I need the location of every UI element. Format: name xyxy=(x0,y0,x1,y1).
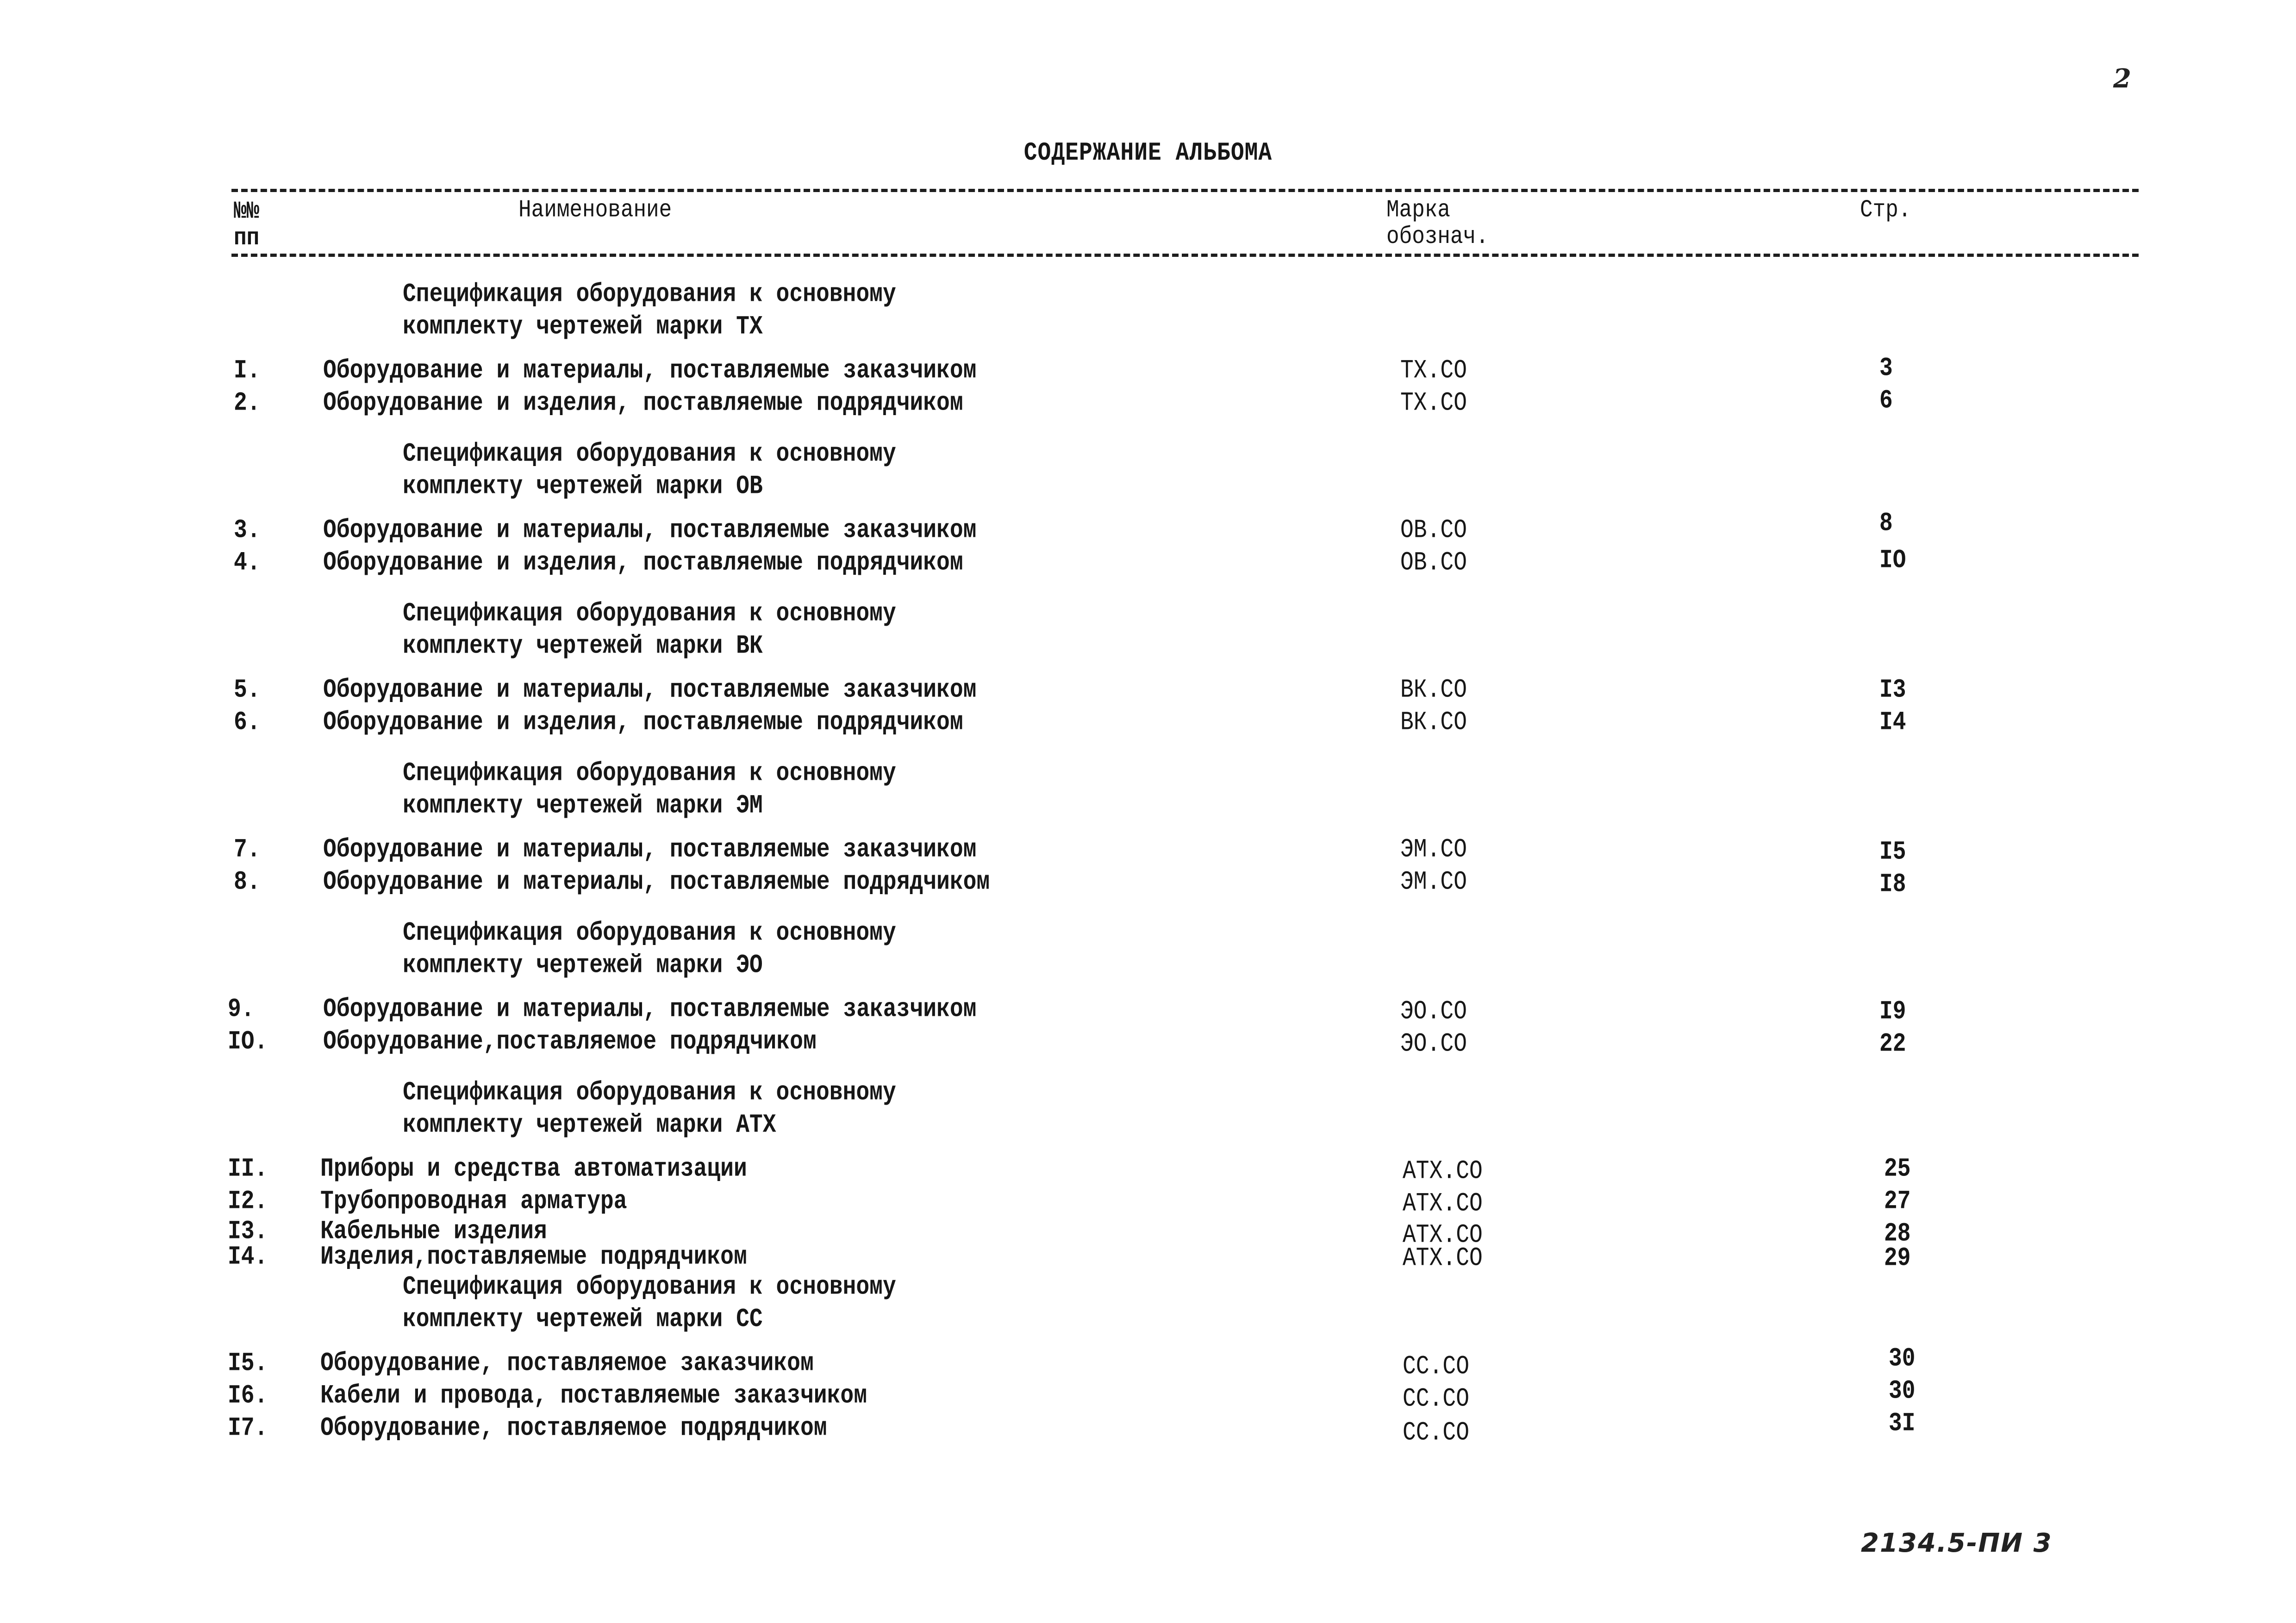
row-page: 25 xyxy=(1884,1154,1911,1184)
row-page: 3I xyxy=(1889,1409,1915,1439)
row-page: 30 xyxy=(1889,1376,1915,1406)
section-title: Спецификация оборудования к основному xyxy=(403,599,896,629)
row-mark: ТХ.СО xyxy=(1400,388,1467,418)
row-name: Оборудование,поставляемое подрядчиком xyxy=(323,1027,817,1057)
row-num: 4. xyxy=(234,548,261,578)
row-mark: АТХ.СО xyxy=(1403,1157,1483,1187)
row-num: I6. xyxy=(228,1381,268,1411)
row-num: 7. xyxy=(234,835,261,865)
section-title: Спецификация оборудования к основному xyxy=(403,1078,896,1108)
row-page: 30 xyxy=(1889,1344,1915,1374)
row-page: 6 xyxy=(1879,386,1893,416)
row-name: Оборудование и изделия, поставляемые подрядчиком xyxy=(323,388,963,418)
row-mark: СС.СО xyxy=(1403,1352,1470,1382)
row-name: Кабельные изделия xyxy=(320,1217,547,1247)
row-name: Оборудование и материалы, поставляемые заказчиком xyxy=(323,675,977,705)
row-mark: ВК.СО xyxy=(1400,708,1467,738)
row-num: I. xyxy=(234,356,261,386)
row-page: 27 xyxy=(1884,1187,1911,1217)
row-name: Изделия,поставляемые подрядчиком xyxy=(320,1242,747,1272)
row-num: I2. xyxy=(228,1187,268,1217)
page-number: 2 xyxy=(2113,63,2131,94)
row-num: 2. xyxy=(234,388,261,418)
row-name: Оборудование и материалы, поставляемые заказчиком xyxy=(323,835,977,865)
row-mark: ВК.СО xyxy=(1400,675,1467,705)
row-mark: ЭО.СО xyxy=(1400,1029,1467,1059)
document-code: 2134.5-ПИ 3 xyxy=(1861,1528,2053,1558)
row-name: Оборудование, поставляемое подрядчиком xyxy=(320,1413,827,1443)
row-mark: ЭМ.СО xyxy=(1400,867,1467,897)
row-name: Оборудование и материалы, поставляемые подрядчиком xyxy=(323,867,990,897)
row-num: 9. xyxy=(228,995,255,1025)
album-title: СОДЕРЖАНИЕ АЛЬБОМА xyxy=(1023,138,1273,168)
row-page: I5 xyxy=(1879,837,1906,867)
row-num: 6. xyxy=(234,708,261,738)
row-page: 8 xyxy=(1879,509,1893,539)
row-name: Кабели и провода, поставляемые заказчиком xyxy=(320,1381,867,1411)
row-num: 5. xyxy=(234,675,261,705)
row-page: 29 xyxy=(1884,1244,1911,1274)
section-title: комплекту чертежей марки СС xyxy=(403,1305,763,1335)
row-page: I3 xyxy=(1879,675,1906,705)
row-name: Оборудование и материалы, поставляемые заказчиком xyxy=(323,995,977,1025)
row-name: Оборудование и материалы, поставляемые заказчиком xyxy=(323,516,977,546)
row-mark: АТХ.СО xyxy=(1403,1220,1483,1250)
row-mark: АТХ.СО xyxy=(1403,1244,1483,1274)
row-num: II. xyxy=(228,1154,268,1184)
row-mark: ЭО.СО xyxy=(1400,997,1467,1027)
row-page: I4 xyxy=(1879,708,1906,738)
section-title: Спецификация оборудования к основному xyxy=(403,439,896,469)
header-name: Наименование xyxy=(518,196,672,224)
row-name: Приборы и средства автоматизации xyxy=(320,1154,747,1184)
row-mark: ТХ.СО xyxy=(1400,356,1467,386)
section-title: комплекту чертежей марки ЭМ xyxy=(403,791,763,821)
row-name: Оборудование и материалы, поставляемые заказчиком xyxy=(323,356,977,386)
row-page: 28 xyxy=(1884,1219,1911,1249)
header-rule-bottom xyxy=(231,254,2139,257)
section-title: комплекту чертежей марки ОВ xyxy=(403,472,763,502)
row-page: I8 xyxy=(1879,870,1906,900)
row-mark: СС.СО xyxy=(1403,1384,1470,1414)
row-mark: ОВ.СО xyxy=(1400,548,1467,578)
section-title: Спецификация оборудования к основному xyxy=(403,918,896,948)
section-title: комплекту чертежей марки ВК xyxy=(403,631,763,661)
row-num: I3. xyxy=(228,1217,268,1247)
header-mark: Марка обознач. xyxy=(1386,196,1489,251)
row-name: Оборудование и изделия, поставляемые подрядчиком xyxy=(323,708,963,738)
row-num: IО. xyxy=(228,1027,268,1057)
header-page: Стр. xyxy=(1860,196,1911,224)
header-num: №№ пп xyxy=(234,197,260,252)
row-num: I4. xyxy=(228,1242,268,1272)
section-title: Спецификация оборудования к основному xyxy=(403,759,896,789)
row-name: Оборудование, поставляемое заказчиком xyxy=(320,1349,814,1379)
row-page: I9 xyxy=(1879,997,1906,1027)
row-page: IО xyxy=(1879,546,1906,576)
section-title: комплекту чертежей марки ТХ xyxy=(403,312,763,342)
section-title: комплекту чертежей марки АТХ xyxy=(403,1110,776,1140)
row-name: Трубопроводная арматура xyxy=(320,1187,627,1217)
row-mark: ОВ.СО xyxy=(1400,516,1467,546)
row-mark: СС.СО xyxy=(1403,1418,1470,1448)
section-title: комплекту чертежей марки ЭО xyxy=(403,951,763,981)
section-title: Спецификация оборудования к основному xyxy=(403,280,896,310)
row-page: 3 xyxy=(1879,354,1893,384)
row-mark: ЭМ.СО xyxy=(1400,835,1467,865)
row-num: 3. xyxy=(234,516,261,546)
row-mark: АТХ.СО xyxy=(1403,1189,1483,1219)
header-rule-top xyxy=(231,189,2139,192)
section-title: Спецификация оборудования к основному xyxy=(403,1272,896,1302)
row-num: 8. xyxy=(234,867,261,897)
row-num: I5. xyxy=(228,1349,268,1379)
row-num: I7. xyxy=(228,1413,268,1443)
row-name: Оборудование и изделия, поставляемые подрядчиком xyxy=(323,548,963,578)
row-page: 22 xyxy=(1879,1029,1906,1059)
